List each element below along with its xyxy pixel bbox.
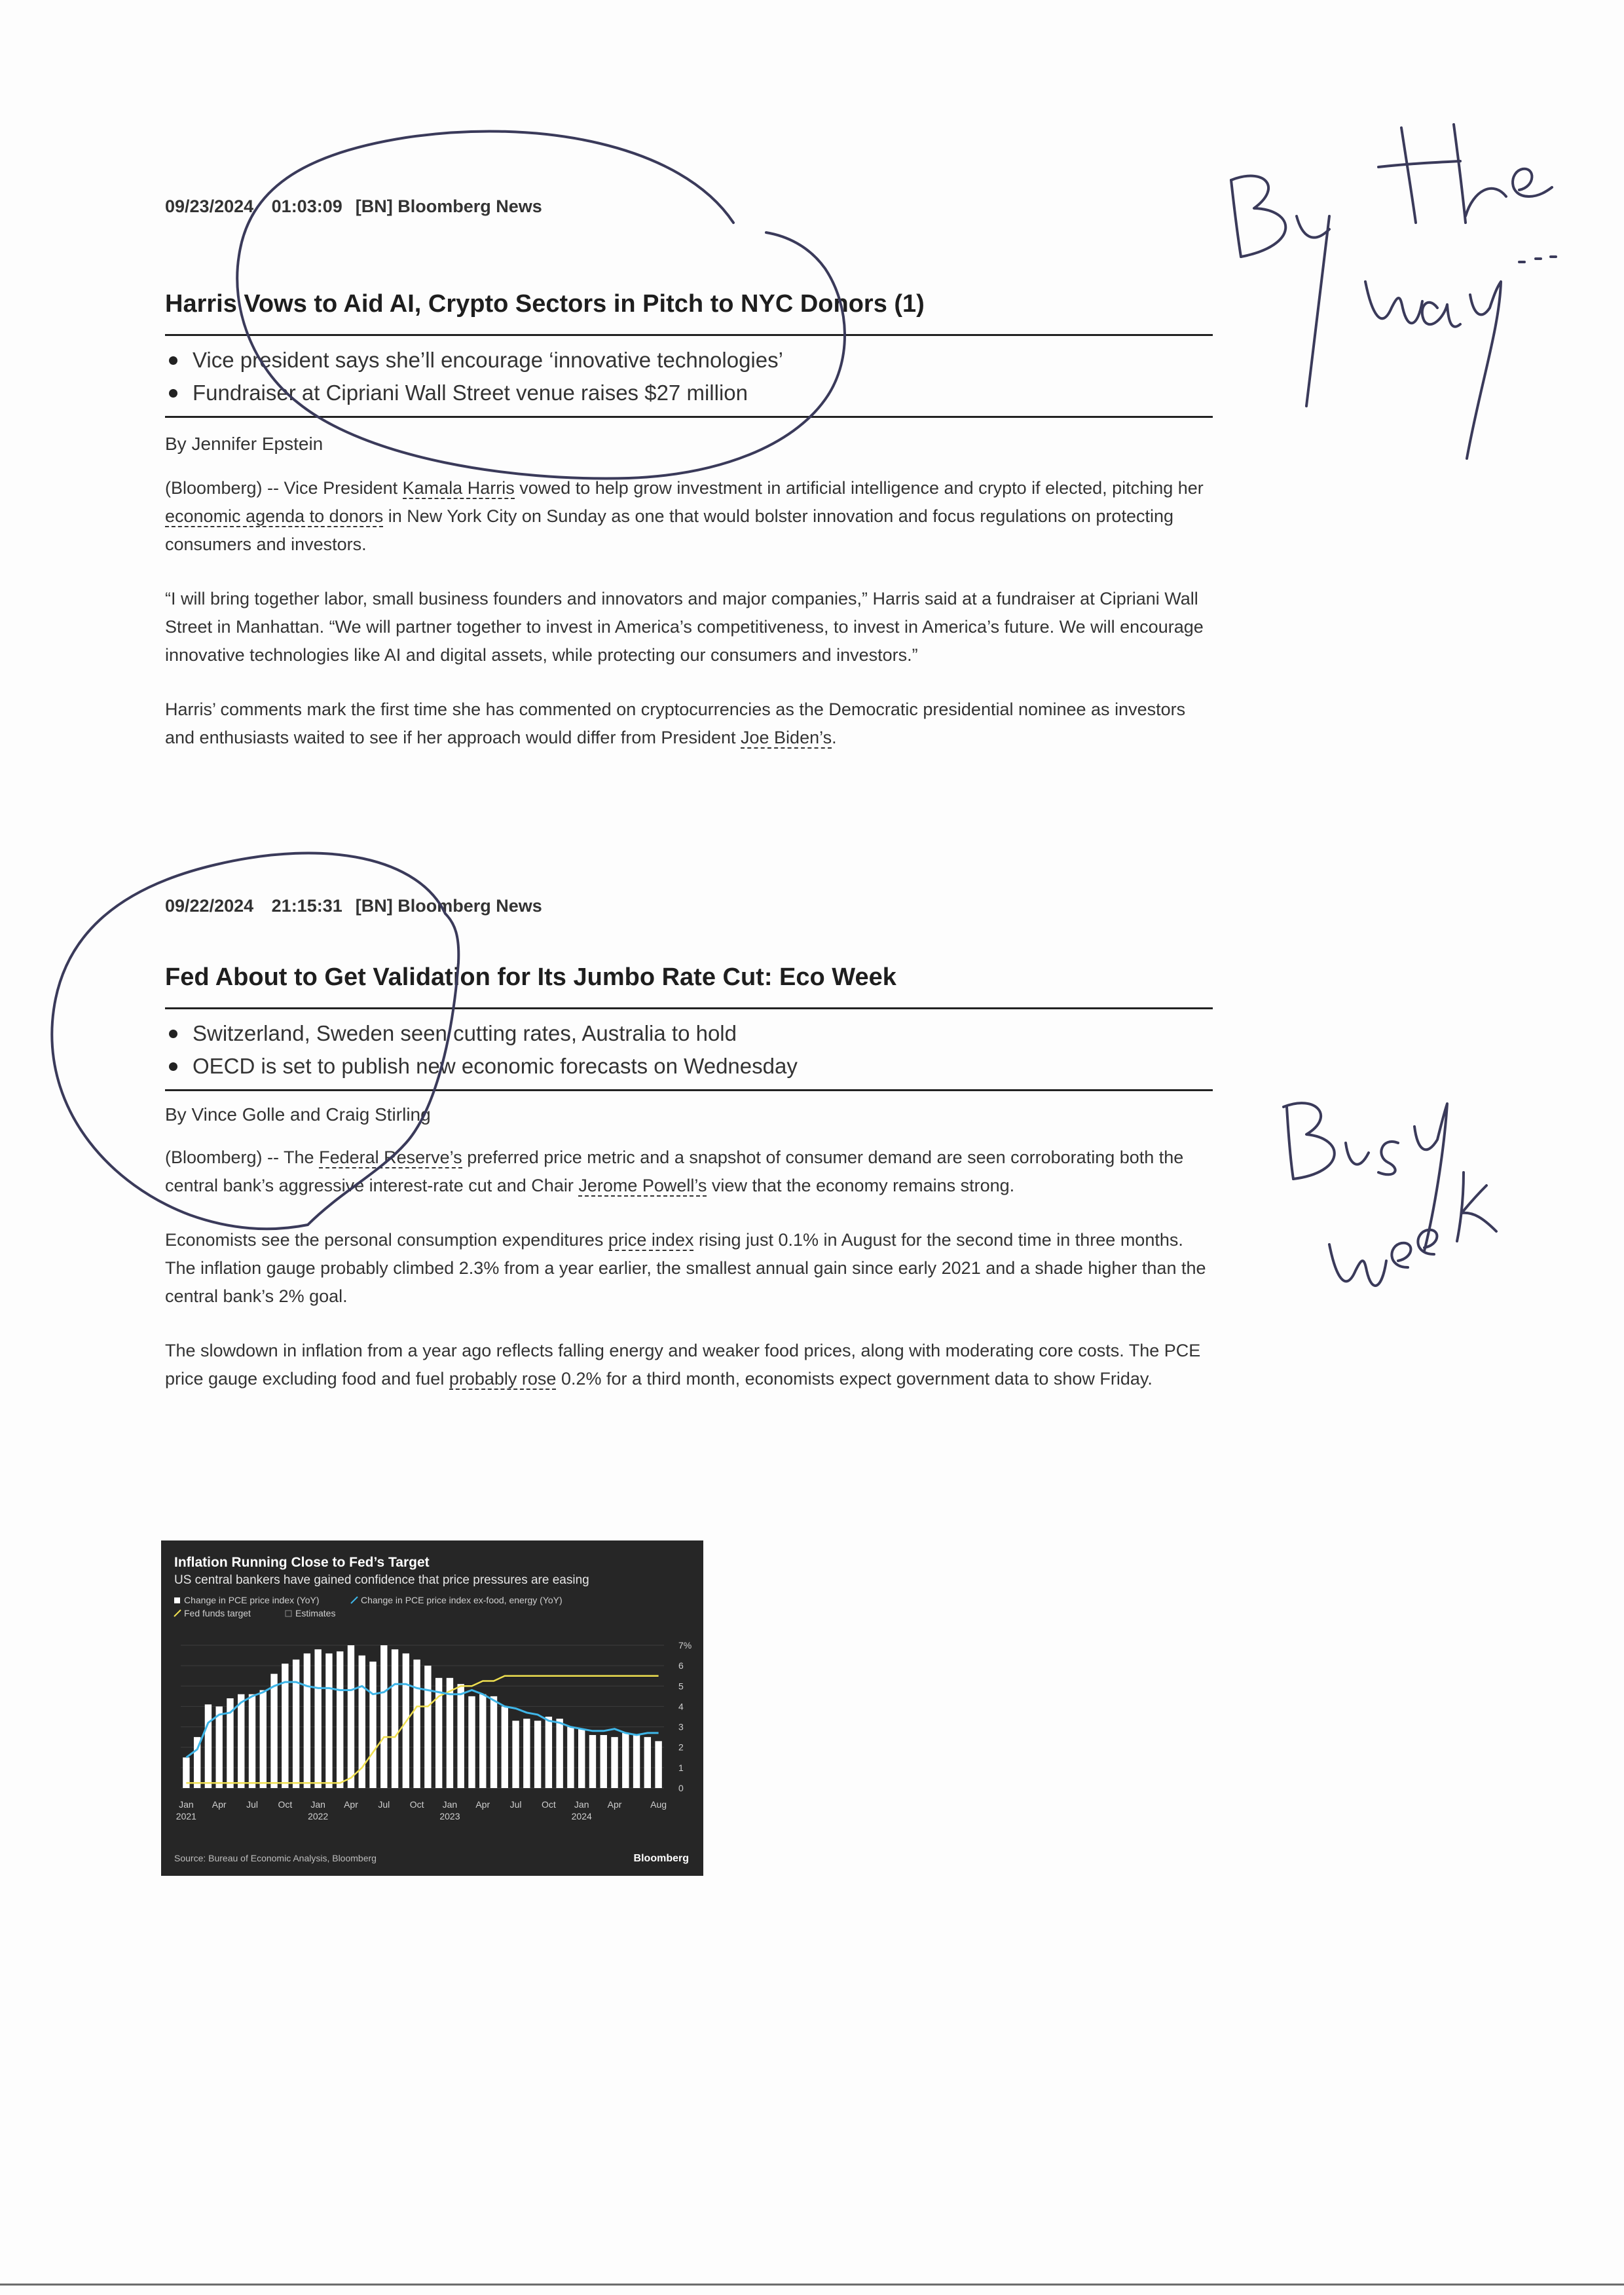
- chart-bar: [369, 1662, 376, 1788]
- legend-swatch-fed: [174, 1610, 181, 1616]
- link-economic-agenda[interactable]: economic agenda to donors: [165, 506, 384, 526]
- article-1-bullet-2: Fundraiser at Cipriani Wall Street venue raises $27 million: [165, 377, 1213, 409]
- chart-bar: [490, 1696, 497, 1788]
- chart-bar: [545, 1717, 552, 1788]
- link-price-index[interactable]: price index: [608, 1230, 694, 1250]
- y-tick-label: 0: [678, 1783, 684, 1793]
- inflation-chart-svg: [161, 1540, 703, 1876]
- article-2-paragraph-2: Economists see the personal consumption expenditures price index rising just 0.1% in August for the second time in three months. The inflation gauge probably climbed 2.3% from a year earlier, the smallest annual gain since early 2021 and a shade higher than the central bank’s 2% goal.: [165, 1230, 1206, 1306]
- chart-bar: [325, 1653, 332, 1788]
- y-tick-label: 7%: [678, 1640, 692, 1651]
- x-tick-label: Apr: [212, 1799, 227, 1810]
- x-tick-label: Jan: [442, 1799, 458, 1810]
- article-1-date: 09/23/2024: [165, 196, 254, 216]
- article-2-top-rule: [165, 1007, 1213, 1009]
- chart-legend: [174, 1595, 563, 1618]
- x-tick-label: Jan: [179, 1799, 194, 1810]
- chart-lines: [186, 1676, 658, 1783]
- x-tick-label: Jul: [509, 1799, 522, 1810]
- chart-bar: [644, 1737, 651, 1788]
- link-joe-biden[interactable]: Joe Biden’s: [741, 728, 832, 747]
- chart-bar: [567, 1727, 574, 1788]
- article-2-bullet-1: Switzerland, Sweden seen cutting rates, Australia to hold: [165, 1017, 1213, 1050]
- chart-bar: [622, 1733, 629, 1788]
- chart-bar: [534, 1721, 541, 1788]
- article-1-paragraph-1: (Bloomberg) -- Vice President Kamala Harris vowed to help grow investment in artificial intelligence and crypto if elected, pitching her economic agenda to donors in New York City on Sunday as one that would bolster innovation and focus regulations on protecting consumers and investors.: [165, 478, 1204, 554]
- legend-label: Change in PCE price index ex-food, energy (YoY): [361, 1595, 563, 1605]
- inflation-chart: [161, 1540, 703, 1876]
- article-2-bullets: [165, 1017, 1213, 1083]
- chart-bar: [523, 1719, 530, 1788]
- x-tick-label: Apr: [344, 1799, 358, 1810]
- x-tick-label: Jul: [246, 1799, 258, 1810]
- chart-bars: [183, 1645, 662, 1788]
- article-2-paragraph-3: The slowdown in inflation from a year ago reflects falling energy and weaker food prices, along with moderating core costs. The PCE price gauge excluding food and fuel probably rose 0.2% for a third month, economists expect government data to show Friday.: [165, 1341, 1201, 1389]
- chart-bar: [468, 1696, 475, 1788]
- chart-bar: [380, 1645, 387, 1788]
- chart-bar: [337, 1651, 343, 1788]
- chart-x-ticks: [176, 1799, 667, 1821]
- article-1-paragraph-2: “I will bring together labor, small business founders and innovators and major companies,” Harris said at a fundraiser at Cipriani Wall Street in Manhattan. “We will partner together to invest in America’s competitiveness, to invest in America’s future. We will encourage innovative technologies like AI and digital assets, while protecting our consumers and investors.”: [165, 589, 1204, 665]
- legend-swatch-estimates: [286, 1611, 291, 1616]
- chart-bar: [413, 1660, 420, 1788]
- handwritten-note-by-the-way: [1231, 124, 1556, 458]
- chart-bar: [216, 1706, 223, 1788]
- article-2-bullet-2: OECD is set to publish new economic forecasts on Wednesday: [165, 1050, 1213, 1083]
- chart-bar: [260, 1690, 267, 1788]
- article-2-time: 21:15:31: [271, 896, 342, 916]
- article-2-date: 09/22/2024: [165, 896, 254, 916]
- chart-bar: [205, 1704, 212, 1788]
- chart-bar: [314, 1649, 321, 1788]
- y-tick-label: 6: [678, 1660, 684, 1671]
- x-year-label: 2024: [571, 1811, 592, 1821]
- core-pce-line: [186, 1682, 658, 1757]
- article-1-paragraph-3: Harris’ comments mark the first time she has commented on cryptocurrencies as the Democratic presidential nominee as investors and enthusiasts waited to see if her approach would differ from President Joe Biden’s.: [165, 700, 1186, 747]
- y-tick-label: 2: [678, 1742, 684, 1753]
- article-2-byline: By Vince Golle and Craig Stirling: [165, 1104, 431, 1125]
- article-1-meta: [165, 196, 1213, 217]
- link-federal-reserve[interactable]: Federal Reserve’s: [319, 1148, 462, 1167]
- chart-bar: [293, 1660, 299, 1788]
- x-year-label: 2021: [175, 1811, 196, 1821]
- article-2: [165, 896, 1213, 1393]
- chart-bar: [512, 1721, 519, 1788]
- article-1-time: 01:03:09: [271, 196, 342, 216]
- chart-bar: [600, 1735, 607, 1788]
- article-2-headline[interactable]: Fed About to Get Validation for Its Jumbo Rate Cut: Eco Week: [165, 963, 896, 991]
- chart-bar: [304, 1653, 310, 1788]
- x-tick-label: Apr: [475, 1799, 490, 1810]
- article-1: [165, 196, 1213, 752]
- article-2-paragraph-1: (Bloomberg) -- The Federal Reserve’s preferred price metric and a snapshot of consumer demand are seen corroborating both the central bank’s aggressive interest-rate cut and Chair Jerome Powell’s view that the economy remains strong.: [165, 1148, 1184, 1195]
- handwritten-note-busy-week: [1283, 1103, 1496, 1286]
- link-jerome-powell[interactable]: Jerome Powell’s: [578, 1176, 707, 1195]
- chart-y-ticks: [678, 1640, 692, 1793]
- article-2-source: [BN] Bloomberg News: [355, 896, 542, 916]
- chart-bar: [655, 1741, 661, 1788]
- x-tick-label: Aug: [650, 1799, 667, 1810]
- article-2-bottom-rule: [165, 1089, 1213, 1091]
- article-1-top-rule: [165, 334, 1213, 336]
- chart-bar: [578, 1729, 585, 1788]
- article-1-headline[interactable]: Harris Vows to Aid AI, Crypto Sectors in Pitch to NYC Donors (1): [165, 290, 925, 318]
- chart-bar: [348, 1645, 354, 1788]
- y-tick-label: 1: [678, 1762, 684, 1773]
- chart-bar: [238, 1694, 244, 1788]
- chart-bar: [556, 1719, 563, 1788]
- chart-brand: Bloomberg: [633, 1853, 689, 1864]
- article-1-byline: By Jennifer Epstein: [165, 434, 323, 454]
- x-tick-label: Oct: [278, 1799, 293, 1810]
- chart-bar: [249, 1694, 255, 1788]
- legend-swatch-core: [351, 1597, 358, 1603]
- chart-bar: [479, 1694, 486, 1788]
- x-tick-label: Jan: [574, 1799, 589, 1810]
- legend-swatch-pce: [174, 1597, 180, 1603]
- article-1-bullets: [165, 344, 1213, 409]
- x-tick-label: Oct: [541, 1799, 556, 1810]
- article-1-source: [BN] Bloomberg News: [355, 196, 542, 216]
- legend-label: Estimates: [295, 1608, 336, 1618]
- y-tick-label: 4: [678, 1701, 684, 1712]
- chart-bar: [392, 1649, 398, 1788]
- link-probably-rose[interactable]: probably rose: [449, 1369, 557, 1389]
- chart-bar: [458, 1684, 464, 1788]
- chart-bar: [270, 1674, 277, 1788]
- legend-label: Change in PCE price index (YoY): [184, 1595, 320, 1605]
- y-tick-label: 3: [678, 1721, 684, 1732]
- x-tick-label: Oct: [409, 1799, 424, 1810]
- chart-subtitle: US central bankers have gained confidence that price pressures are easing: [174, 1573, 589, 1587]
- chart-source: Source: Bureau of Economic Analysis, Bloomberg: [174, 1853, 377, 1863]
- x-tick-label: Jul: [378, 1799, 390, 1810]
- article-2-meta: [165, 896, 1213, 916]
- y-tick-label: 5: [678, 1681, 684, 1692]
- chart-bar: [502, 1706, 508, 1788]
- link-kamala-harris[interactable]: Kamala Harris: [402, 478, 515, 498]
- chart-bar: [633, 1735, 640, 1788]
- chart-bar: [611, 1737, 618, 1788]
- x-year-label: 2023: [439, 1811, 460, 1821]
- article-1-bullet-1: Vice president says she’ll encourage ‘innovative technologies’: [165, 344, 1213, 377]
- x-tick-label: Jan: [310, 1799, 325, 1810]
- chart-bar: [589, 1735, 596, 1788]
- legend-label: Fed funds target: [184, 1608, 251, 1618]
- chart-bar: [424, 1666, 431, 1788]
- x-tick-label: Apr: [607, 1799, 622, 1810]
- x-year-label: 2022: [308, 1811, 329, 1821]
- chart-title: Inflation Running Close to Fed’s Target: [174, 1555, 430, 1570]
- article-1-bottom-rule: [165, 416, 1213, 418]
